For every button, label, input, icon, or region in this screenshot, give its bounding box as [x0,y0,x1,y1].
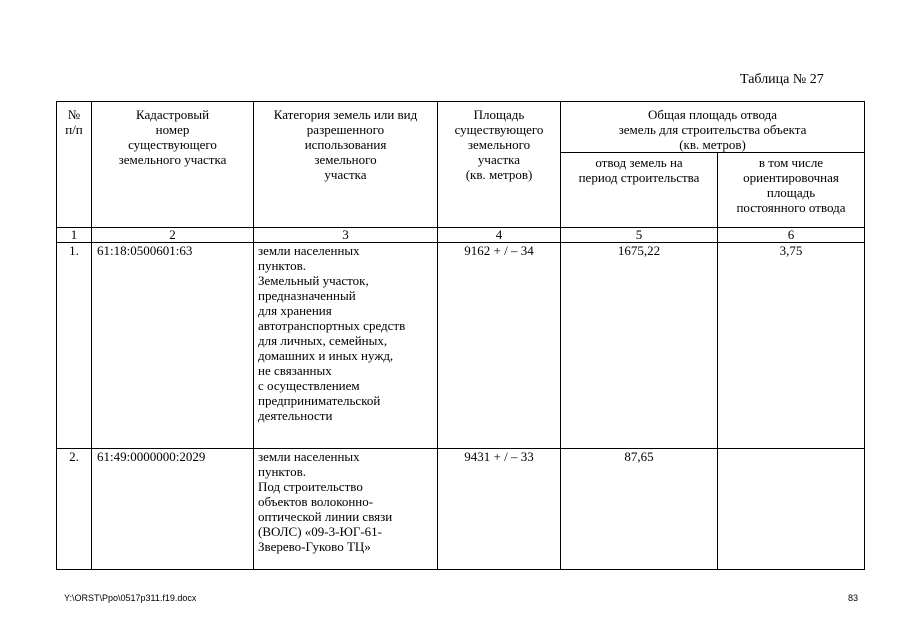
header-col-permanent: в том числе ориентировочная площадь постоянного отвода [718,153,865,228]
land-category: земли населенных пунктов. Земельный участок, предназначенный для хранения автотранспортных средств для личных, семейных, домашних и иных нужд, не связанных с осуществлением предпринимательской деятельности [254,243,438,449]
row-number: 2. [57,449,92,570]
land-category: земли населенных пунктов. Под строительство объектов волоконно- оптической линии связи (ВОЛС) «09-3-ЮГ-61- Зверево-Гуково ТЦ» [254,449,438,570]
header-col-cadastral: Кадастровый номер существующего земельного участка [92,102,254,228]
construction-area: 1675,22 [561,243,718,449]
column-number: 6 [718,228,865,243]
page-number: 83 [848,593,859,603]
existing-area: 9431 + / – 33 [438,449,561,570]
header-group-total-area: Общая площадь отвода земель для строительства объекта (кв. метров) [561,102,865,153]
header-row-1 [57,102,865,153]
header-col-number: № п/п [57,102,92,228]
column-number: 3 [254,228,438,243]
permanent-area [718,449,865,570]
column-number: 4 [438,228,561,243]
existing-area: 9162 + / – 34 [438,243,561,449]
column-number: 2 [92,228,254,243]
header-col-area: Площадь существующего земельного участка (кв. метров) [438,102,561,228]
column-number: 1 [57,228,92,243]
document-file-path: Y:\ORST\Ppo\0517p311.f19.docx [64,593,197,603]
table-caption: Таблица № 27 [740,72,824,87]
cadastral-number: 61:49:0000000:2029 [92,449,254,570]
table-row [57,449,865,570]
table-row [57,243,865,449]
land-allocation-table [56,101,865,570]
cadastral-number: 61:18:0500601:63 [92,243,254,449]
column-numbers-row [57,228,865,243]
column-number: 5 [561,228,718,243]
permanent-area: 3,75 [718,243,865,449]
construction-area: 87,65 [561,449,718,570]
row-number: 1. [57,243,92,449]
header-col-category: Категория земель или вид разрешенного использования земельного участка [254,102,438,228]
header-col-construction: отвод земель на период строительства [561,153,718,228]
